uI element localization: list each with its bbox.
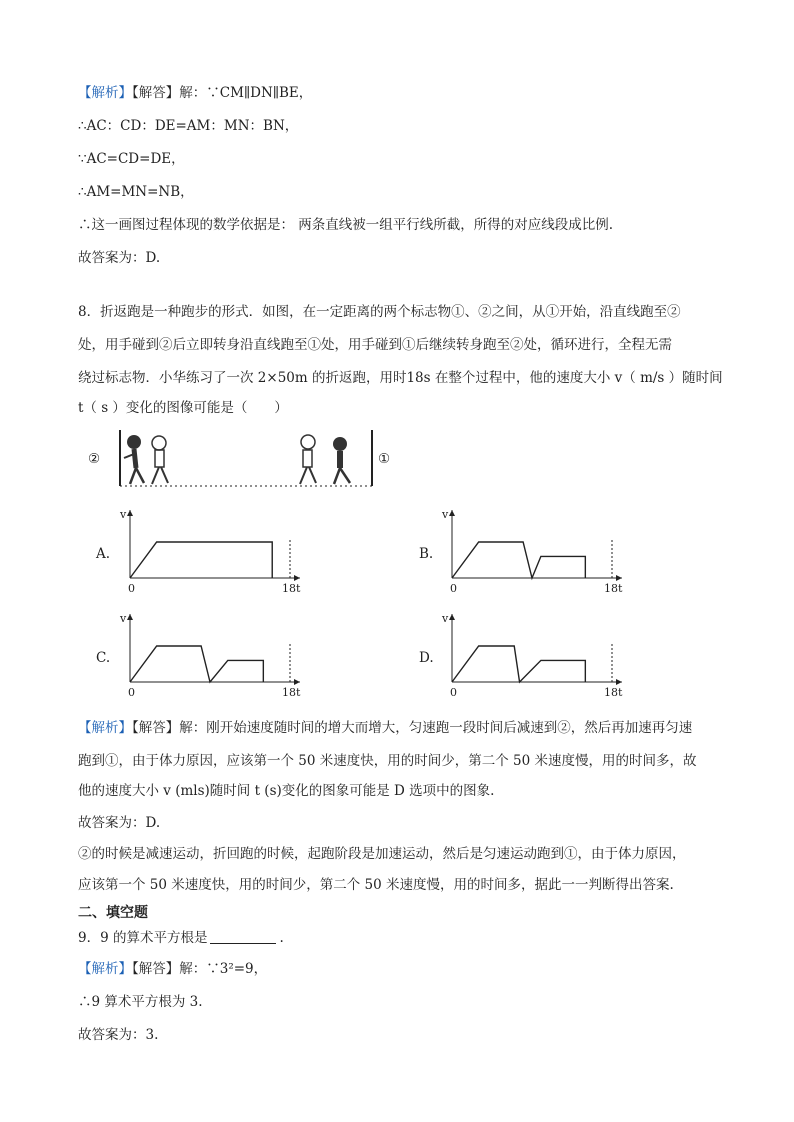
q9-stem [78, 928, 284, 948]
q7-step-2: ∴AC：CD：DE=AM：MN：BN， [78, 118, 299, 134]
q9-step-1: ∵3²=9， [206, 961, 268, 977]
y-axis-arrow [127, 510, 133, 516]
origin-label: 0 [450, 686, 457, 699]
q8-stem-2: 处，用手碰到②后立即转身沿直线跑至①处，用手碰到①后继续转身跑至②处，循环进行，全程无需 [78, 337, 672, 353]
q7-step-3: ∵AC=CD=DE， [78, 151, 185, 167]
q7-step-5: ∴这一画图过程体现的数学依据是： 两条直线被一组平行线所截，所得的对应线段成比例. [78, 217, 614, 233]
speed-curve [452, 542, 585, 578]
q9-solution-line [78, 959, 267, 979]
axis-v-label: v [442, 612, 449, 625]
q7-step-4: ∴AM=MN=NB， [78, 184, 194, 200]
scene-svg [104, 428, 384, 490]
origin-label: 0 [128, 582, 135, 595]
x-axis-arrow [294, 679, 300, 685]
graph-option-b [440, 506, 630, 602]
runner-icon [300, 435, 316, 484]
speed-curve [130, 542, 272, 578]
axis-v-label: v [120, 612, 127, 625]
y-axis-arrow [449, 510, 455, 516]
q8-solution-text-1: 刚开始速度随时间的增大而增大，匀速跑一段时间后减速到②，然后再加速再匀速 [206, 720, 693, 736]
speed-curve [452, 646, 585, 682]
q8-analysis-2: 应该第一个 50 米速度快，用的时间少，第二个 50 米速度慢，用的时间多，据此一一判断得出答案. [78, 877, 674, 893]
axis-t-label: t [618, 686, 623, 699]
axis-t-label: t [296, 686, 301, 699]
shuttle-run-illustration [104, 428, 384, 490]
solution-tag: 【解析】 [78, 85, 132, 101]
q8-solution-line-1 [78, 718, 692, 738]
graph-option-c [118, 610, 308, 706]
solution-head: 【解答】解： [132, 85, 207, 101]
q8-solution-line-3: 他的速度大小 v (mls)随时间 t (s)变化的图象可能是 D 选项中的图象. [78, 783, 495, 799]
q9-stem-text: 9．9 的算术平方根是 [78, 930, 208, 946]
option-a-label: A. [96, 546, 111, 562]
q8-solution-line-2: 跑到①，由于体力原因，应该第一个 50 米速度快，用的时间少，第二个 50 米速度慢，用的时间多，故 [78, 753, 697, 769]
answer-blank [210, 929, 276, 944]
graph-option-a [118, 506, 308, 602]
solution-tag: 【解析】 [78, 961, 132, 977]
section-title: 二、填空题 [78, 905, 148, 921]
y-axis-arrow [449, 614, 455, 620]
t-end-label: 18 [604, 686, 618, 699]
y-axis-arrow [127, 614, 133, 620]
q8-analysis-1: ②的时候是减速运动，折回跑的时候，起跑阶段是加速运动，然后是匀速运动跑到①，由于体力原因， [78, 846, 686, 862]
graph-option-d [440, 610, 630, 706]
solution-tag: 【解析】 [78, 720, 132, 736]
q8-stem-4: t（ s ）变化的图像可能是（ ） [78, 400, 288, 416]
marker-right-label: ① [378, 451, 391, 467]
x-axis-arrow [616, 679, 622, 685]
q8-stem-3: 绕过标志物．小华练习了一次 2×50m 的折返跑，用时18s 在整个过程中，他的速度大小 v（ m/s ）随时间 [78, 370, 723, 386]
q7-step-1: ∵CM∥DN∥BE， [206, 85, 313, 101]
option-b-label: B. [419, 546, 434, 562]
q8-stem-1: 8．折返跑是一种跑步的形式．如图，在一定距离的两个标志物①、②之间，从①开始，沿直线跑至② [78, 304, 681, 320]
option-d-label: D. [419, 650, 434, 666]
origin-label: 0 [450, 582, 457, 595]
runner-icon [152, 436, 168, 484]
q9-stem-end: . [279, 930, 284, 946]
axis-t-label: t [618, 582, 623, 595]
marker-left-label: ② [88, 451, 101, 467]
x-axis-arrow [616, 575, 622, 581]
axis-t-label: t [296, 582, 301, 595]
option-c-label: C. [96, 650, 111, 666]
origin-label: 0 [128, 686, 135, 699]
q7-answer: 故答案为：D. [78, 250, 161, 266]
runner-icon [333, 437, 350, 484]
q7-solution-line [78, 83, 312, 103]
speed-curve [130, 646, 263, 682]
runner-icon [124, 435, 144, 484]
t-end-label: 18 [604, 582, 618, 595]
q8-answer: 故答案为：D. [78, 815, 161, 831]
solution-head: 【解答】解： [132, 720, 207, 736]
x-axis-arrow [294, 575, 300, 581]
axis-v-label: v [442, 508, 449, 521]
t-end-label: 18 [282, 582, 296, 595]
q9-answer: 故答案为：3. [78, 1027, 159, 1043]
q9-step-2: ∴9 算术平方根为 3. [78, 994, 203, 1010]
solution-head: 【解答】解： [132, 961, 207, 977]
t-end-label: 18 [282, 686, 296, 699]
axis-v-label: v [120, 508, 127, 521]
